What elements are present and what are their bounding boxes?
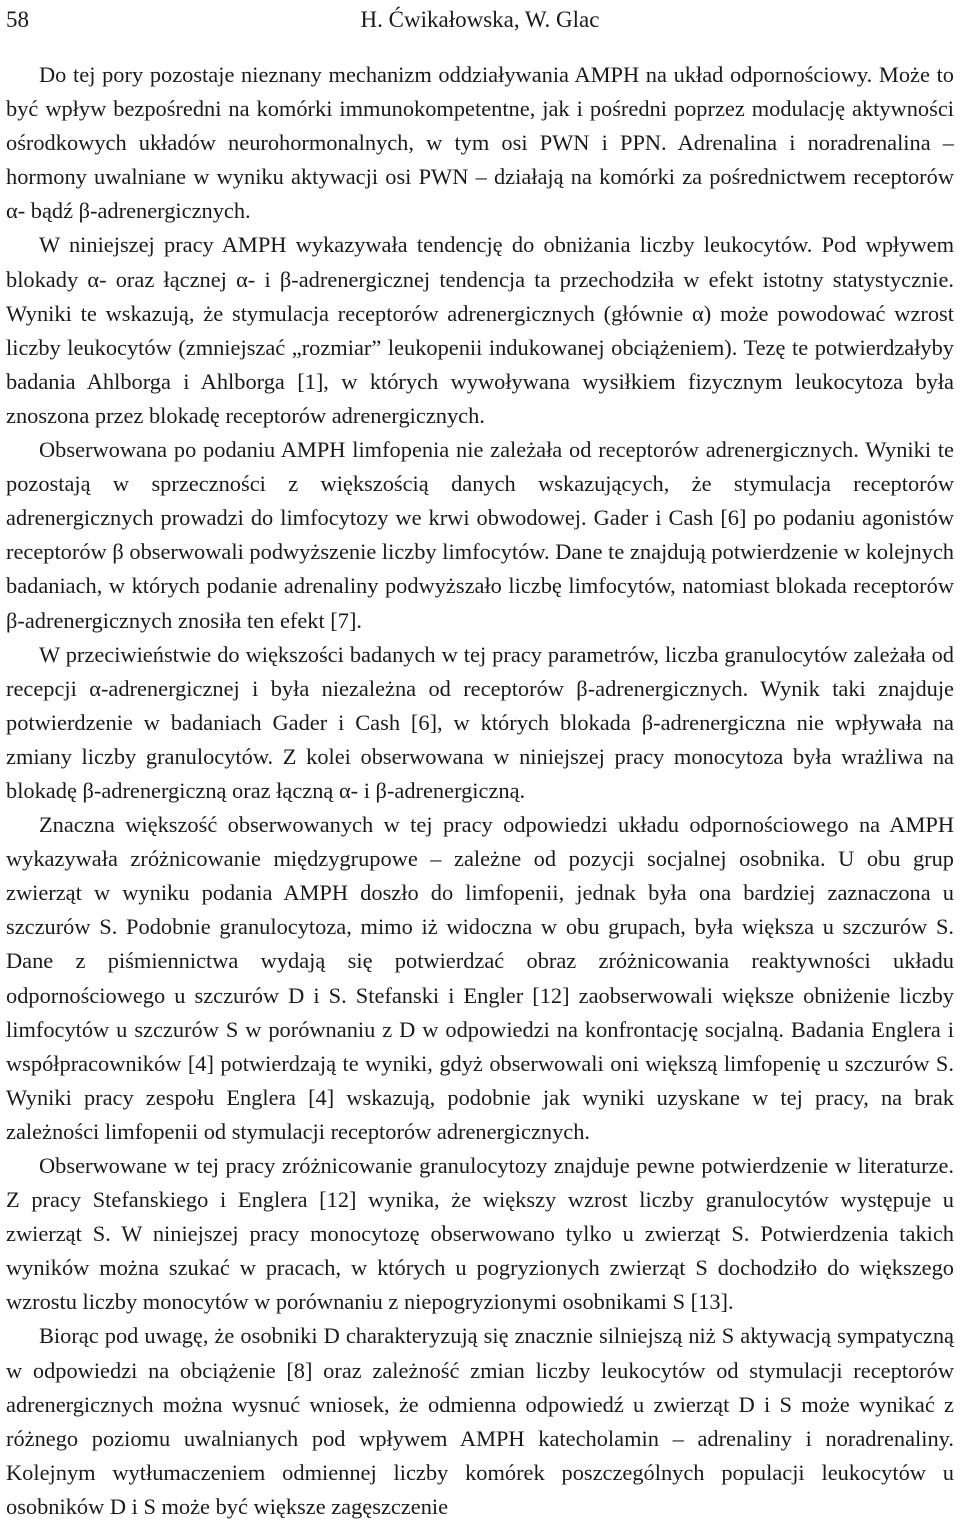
paragraph: Obserwowane w tej pracy zróżnicowanie granulocytozy znajduje pewne potwierdzenie w literaturze. Z pracy Stefanskiego i Englera [12] wynika, że większy wzrost liczby granulocytów występuje u zwierząt S. W niniejszej pracy monocytozę obserwowano tylko u zwierząt S. Potwierdzenia takich wyników można szukać w pracach, w których u pogryzionych zwierząt S dochodziło do większego wzrostu liczby monocytów w porównaniu z niepogryzionymi osobnikami S [13]. bbox=[6, 1153, 954, 1315]
paragraph: W niniejszej pracy AMPH wykazywała tendencję do obniżania liczby leukocytów. Pod wpływem blokady α- oraz łącznej α- i β-adrenergicznej tendencja ta przechodziła w efekt istotny statystycznie. Wyniki te wskazują, że stymulacja receptorów adrenergicznych (głównie α) może powodować wzrost liczby leukocytów (zmniejszać „rozmiar” leukopenii indukowanej obciążeniem). Tezę te potwierdzałyby badania Ahlborga i Ahlborga [1], w których wywoływana wysiłkiem fizycznym leukocytoza była znoszona przez blokadę receptorów adrenergicznych. bbox=[6, 232, 954, 428]
page-header bbox=[6, 4, 954, 36]
page-number: 58 bbox=[6, 7, 29, 32]
paragraph: Biorąc pod uwagę, że osobniki D charakteryzują się znacznie silniejszą niż S aktywacją sympatyczną w odpowiedzi na obciążenie [8] oraz zależność zmian liczby leukocytów od stymulacji receptorów adrenergicznych można wysnuć wniosek, że odmienna odpowiedź u zwierząt D i S może wynikać z różnego poziomu uwalnianych pod wpływem AMPH katecholamin – adrenaliny i noradrenaliny. Kolejnym wytłumaczeniem odmiennej liczby komórek poszczególnych populacji leukocytów u osobników D i S może być większe zagęszczenie bbox=[6, 1323, 954, 1519]
paragraph: Obserwowana po podaniu AMPH limfopenia nie zależała od receptorów adrenergicznych. Wyniki te pozostają w sprzeczności z większością danych wskazujących, że stymulacja receptorów adrenergicznych prowadzi do limfocytozy we krwi obwodowej. Gader i Cash [6] po podaniu agonistów receptorów β obserwowali podwyższenie liczby limfocytów. Dane te znajdują potwierdzenie w kolejnych badaniach, w których podanie adrenaliny podwyższało liczbę limfocytów, natomiast blokada receptorów β-adrenergicznych znosiła ten efekt [7]. bbox=[6, 437, 954, 633]
paragraph: W przeciwieństwie do większości badanych w tej pracy parametrów, liczba granulocytów zależała od recepcji α-adrenergicznej i była niezależna od receptorów β-adrenergicznych. Wynik taki znajduje potwierdzenie w badaniach Gader i Cash [6], w których blokada β-adrenergiczna nie wpływała na zmiany liczby granulocytów. Z kolei obserwowana w niniejszej pracy monocytoza była wrażliwa na blokadę β-adrenergiczną oraz łączną α- i β-adrenergiczną. bbox=[6, 641, 954, 803]
body-text bbox=[6, 58, 954, 1524]
paragraph: Do tej pory pozostaje nieznany mechanizm oddziaływania AMPH na układ odpornościowy. Może to być wpływ bezpośredni na komórki immunokompetentne, jak i pośredni poprzez modulację aktywności ośrodkowych układów neurohormonalnych, w tym osi PWN i PPN. Adrenalina i noradrenalina – hormony uwalniane w wyniku aktywacji osi PWN – działają na komórki za pośrednictwem receptorów α- bądź β-adrenergicznych. bbox=[6, 62, 954, 224]
running-head: H. Ćwikałowska, W. Glac bbox=[360, 7, 600, 32]
paragraph: Znaczna większość obserwowanych w tej pracy odpowiedzi układu odpornościowego na AMPH wykazywała zróżnicowanie międzygrupowe – zależne od pozycji socjalnej osobnika. U obu grup zwierząt w wyniku podania AMPH doszło do limfopenii, jednak była ona bardziej zaznaczona u szczurów S. Podobnie granulocytoza, mimo iż widoczna w obu grupach, była większa u szczurów S. Dane z piśmiennictwa wydają się potwierdzać obraz zróżnicowania reaktywności układu odpornościowego u szczurów D i S. Stefanski i Engler [12] zaobserwowali większe obniżenie liczby limfocytów u szczurów S w porównaniu z D w odpowiedzi na konfrontację socjalną. Badania Englera i współpracowników [4] potwierdzają te wyniki, gdyż obserwowali oni większą limfopenię u szczurów S. Wyniki pracy zespołu Englera [4] wskazują, podobnie jak wyniki uzyskane w tej pracy, na brak zależności limfopenii od stymulacji receptorów adrenergicznych. bbox=[6, 812, 954, 1144]
